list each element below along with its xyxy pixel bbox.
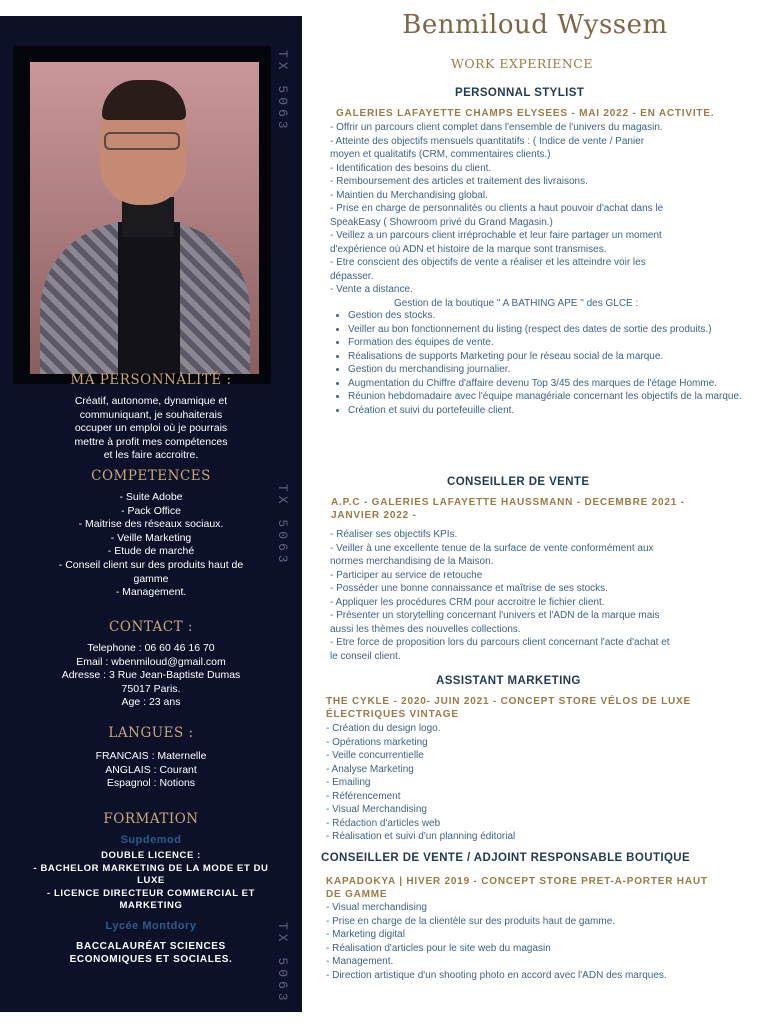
degree-text	[0, 941, 302, 966]
job-line: - Vente a distance.	[330, 284, 413, 295]
contact-heading: CONTACT :	[109, 619, 193, 635]
skill-item: - Management.	[115, 586, 187, 599]
job-company	[331, 496, 751, 522]
languages-heading: LANGUES :	[108, 725, 194, 741]
degree-line: ECONOMIQUES ET SOCIALES.	[69, 953, 233, 965]
job-line: dépasser.	[330, 270, 374, 282]
film-stamp-middle: TX 5063	[275, 484, 290, 567]
personality-line: et les faire accroitre.	[103, 449, 199, 462]
degree-line: LUXE	[137, 875, 165, 886]
job-line: - Emailing	[326, 777, 371, 788]
personality-text	[0, 395, 302, 463]
job-company	[326, 875, 746, 901]
job-line: - Prise en charge de la clientèle sur des produits haut de gamme.	[326, 915, 616, 927]
job-bullet: • Création et suivi du portefeuille client.	[348, 404, 750, 418]
job-line: - Direction artistique d'un shooting photo en accord avec l'ADN des marques.	[326, 969, 667, 981]
skills-heading: COMPETENCES	[91, 468, 211, 484]
job-line: - Réalisation et suivi d'un planning éditorial	[326, 831, 516, 842]
job-bullet: • Réunion hebdomadaire avec l'équipe managériale concernant les objectifs de la marque.	[348, 390, 750, 404]
job-line: - Réaliser ses objectifs KPIs.	[330, 529, 458, 540]
job-subheading: Gestion de la boutique " A BATHING APE " des GLCE :	[394, 297, 639, 309]
job-line: - Atteinte des objectifs mensuels quantitatifs : ( Indice de vente / Panier	[330, 135, 645, 147]
company-line: ÉLECTRIQUES VINTAGE	[326, 709, 459, 720]
personality-line: communiquant, je souhaiterais	[79, 408, 223, 421]
skill-item: - Pack Office	[121, 504, 181, 517]
personality-line: occuper un emploi où je pourrais	[74, 422, 228, 435]
degree-line: MARKETING	[119, 900, 183, 911]
job-line: - Maintien du Merchandising global.	[330, 189, 488, 201]
job-line: SpeakEasy ( Showroom privé du Grand Magasin.)	[330, 216, 553, 228]
film-stamp-top: TX 5063	[275, 50, 290, 133]
photo-hair	[102, 80, 186, 120]
skill-item: - Suite Adobe	[119, 491, 183, 503]
contact-phone: Telephone : 06 60 46 16 70	[87, 642, 215, 654]
job-line: normes merchandising de la Maison.	[330, 556, 494, 567]
degree-line: - BACHELOR MARKETING DE LA MODE ET DU	[33, 862, 269, 874]
skill-item: - Conseil client sur des produits haut de	[58, 558, 244, 571]
job-bullet: • Gestion du merchandising journalier.	[348, 363, 750, 377]
school-name: Supdemod	[120, 834, 182, 846]
company-line: THE CYKLE - 2020- JUIN 2021 - CONCEPT STORE VÉLOS DE LUXE	[326, 696, 691, 707]
photo-turtleneck	[118, 222, 180, 374]
languages-list	[0, 750, 302, 791]
company-line: KAPADOKYA | HIVER 2019 - CONCEPT STORE PRET-A-PORTER HAUT	[326, 876, 708, 887]
job-title: CONSEILLER DE VENTE	[447, 476, 590, 488]
company-line: DE GAMME	[326, 889, 388, 900]
degree-line: DOUBLE LICENCE :	[101, 850, 201, 861]
job-line: - Prise en charge de personnalités ou clients a haut pouvoir d'achat dans le	[330, 203, 664, 214]
job-line: - Veiller à une excellente tenue de la surface de vente conformément aux	[330, 542, 654, 554]
job-line: - Analyse Marketing	[326, 763, 414, 775]
job-line: - Etre conscient des objectifs de vente a réaliser et les atteindre voir les	[330, 257, 646, 268]
job-line: - Management.	[326, 956, 394, 967]
job-line: - Présenter un storytelling concernant l'univers et l'ADN de la marque mais	[330, 610, 660, 621]
contact-info	[0, 642, 302, 710]
personality-heading: MA PERSONNALITÉ :	[70, 372, 232, 388]
job-bullet: • Gestion des stocks.	[348, 309, 750, 323]
job-line: - Posséder une bonne connaissance et maîtrise de ses stocks.	[330, 583, 608, 594]
job-title: CONSEILLER DE VENTE / ADJOINT RESPONSABLE BOUTIQUE	[321, 852, 691, 864]
profile-photo	[30, 62, 259, 374]
contact-city: 75017 Paris.	[121, 682, 181, 695]
job-line: - Rédaction d'articles web	[326, 817, 441, 829]
job-bullet-list	[333, 309, 750, 417]
personality-line: Créatif, autonome, dynamique et	[74, 395, 228, 407]
job-line: - Visual merchandising	[326, 902, 427, 913]
job-line: moyen et qualitatifs (CRM, commentaires clients.)	[330, 149, 551, 160]
job-company: GALERIES LAFAYETTE CHAMPS ELYSEES - MAI 2022 - EN ACTIVITE.	[336, 108, 715, 119]
job-line: - Remboursement des articles et traitement des livraisons.	[330, 176, 588, 187]
contact-address: Adresse : 3 Rue Jean-Baptiste Dumas	[61, 669, 241, 682]
job-line: aussi les thèmes des nouvelles collections.	[330, 623, 521, 635]
job-bullet: • Réalisations de supports Marketing pour le réseau social de la marque.	[348, 350, 750, 364]
degree-line: BACCALAURÉAT SCIENCES	[76, 941, 226, 952]
job-line: - Offrir un parcours client complet dans l'ensemble de l'univers du magasin.	[330, 122, 663, 133]
sidebar	[0, 16, 302, 1012]
language-item: Espagnol : Notions	[106, 777, 196, 790]
job-title-text: PERSONNAL STYLIST	[455, 87, 585, 99]
job-description	[330, 528, 746, 663]
job-line: - Etre force de proposition lors du parcours client concernant l'acte d'achat et	[330, 637, 670, 648]
language-item: ANGLAIS : Courant	[105, 763, 197, 776]
job-line: - Visual Merchandising	[326, 804, 427, 815]
film-stamp-bottom: TX 5063	[275, 922, 290, 1005]
degree-text	[0, 850, 302, 913]
skill-item: gamme	[133, 572, 169, 585]
degree-line: - LICENCE DIRECTEUR COMMERCIAL ET	[46, 887, 256, 899]
job-line: - Création du design logo.	[326, 723, 441, 734]
company-line: JANVIER 2022 -	[331, 510, 417, 521]
job-line: - Identification des besoins du client.	[330, 162, 492, 174]
job-line: - Veillez a un parcours client irréprochable et leur faire partager un moment	[330, 230, 662, 241]
job-bullet: • Veiller au bon fonctionnement du listing (respect des dates de sortie des produits.)	[348, 323, 750, 337]
job-line: - Opérations marketing	[326, 736, 428, 748]
job-title: ASSISTANT MARKETING	[436, 675, 581, 687]
contact-age: Age : 23 ans	[121, 696, 181, 709]
job-line: - Participer au service de retouche	[330, 569, 483, 581]
job-line: - Appliquer les procédures CRM pour accroitre le fichier client.	[330, 596, 605, 608]
job-line: le conseil client.	[330, 650, 401, 662]
education-heading: FORMATION	[103, 811, 199, 827]
school-name: Lycée Montdory	[105, 920, 197, 932]
job-line: - Marketing digital	[326, 929, 405, 940]
job-line: - Veille concurrentielle	[326, 750, 424, 761]
skill-item: - Maitrise des réseaux sociaux.	[78, 518, 224, 531]
photo-glasses	[104, 132, 180, 150]
personality-line: mettre à profit mes compétences	[74, 435, 228, 448]
contact-email: Email : wbenmiloud@gmail.com	[76, 655, 226, 668]
job-description	[326, 901, 746, 982]
skill-item: - Veille Marketing	[110, 531, 192, 544]
job-company	[326, 695, 746, 721]
company-line: A.P.C - GALERIES LAFAYETTE HAUSSMANN - DECEMBRE 2021 -	[331, 497, 685, 508]
candidate-name: Benmiloud Wyssem	[402, 10, 668, 40]
job-line: - Référencement	[326, 790, 401, 802]
section-title: WORK EXPERIENCE	[451, 56, 593, 71]
language-item: FRANCAIS : Maternelle	[95, 750, 207, 762]
job-description	[326, 722, 746, 844]
job-bullet: • Augmentation du Chiffre d'affaire devenu Top 3/45 des marques de l'étage Homme.	[348, 377, 750, 391]
skill-item: - Etude de marché	[107, 545, 195, 558]
skills-list	[0, 491, 302, 600]
job-line: - Réalisation d'articles pour le site web du magasin	[326, 942, 551, 954]
job-description	[330, 121, 746, 310]
job-bullet: • Formation des équipes de vente.	[348, 336, 750, 350]
job-line: d'expérience où ADN et histoire de la marque sont transmises.	[330, 243, 607, 255]
